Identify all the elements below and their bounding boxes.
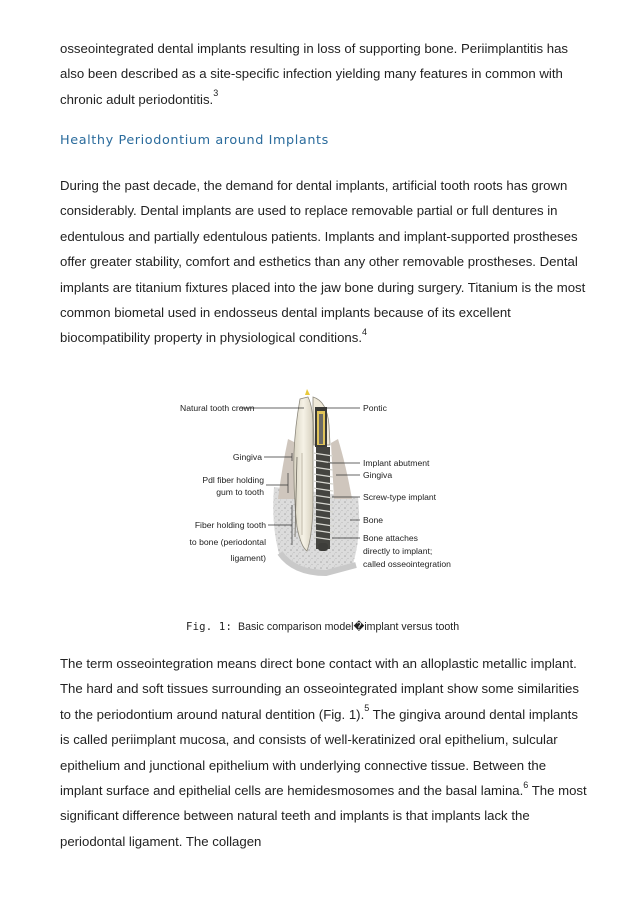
label-bone-attaches-line2: directly to implant; — [363, 546, 433, 556]
caption-text: Basic comparison model�implant versus tooth — [238, 621, 460, 633]
caption-label: Fig. 1: — [186, 621, 233, 633]
gingiva-left — [278, 439, 296, 499]
crown-tip — [305, 389, 310, 395]
label-bone: Bone — [363, 515, 384, 525]
label-pontic: Pontic — [363, 403, 387, 413]
citation-ref: 4 — [362, 327, 368, 338]
paragraph-text: The most significant difference between natural teeth and implants is that implants lack the periodontal ligament. The collagen — [60, 783, 587, 849]
paragraph-text: osseointegrated dental implants resulting in loss of supporting bone. Periimplantitis has also been described as a site-specific infection yielding many features in common with chronic adult periodontitis. — [60, 41, 569, 107]
label-fiber-line2: to bone (periodontal — [189, 537, 266, 547]
label-screw-type-implant: Screw-type implant — [363, 492, 437, 502]
label-bone-attaches-line1: Bone attaches — [363, 533, 418, 543]
label-fiber-line1: Fiber holding tooth — [194, 520, 266, 530]
citation-ref: 5 — [364, 703, 370, 714]
figure-caption — [186, 621, 459, 633]
label-pdl-line1: Pdl fiber holding — [202, 475, 264, 485]
paragraph-text: The gingiva around dental implants is called periimplant mucosa, and consists of well-keratinized oral epithelium, sulcular epithelium and junctional epithelium with underlying connective tissue. Between the implant surface and epithelial cells are hemidesmosomes and the basal lamina. — [60, 706, 578, 799]
paragraph-osseointegration — [60, 651, 590, 854]
label-implant-abutment: Implant abutment — [363, 458, 430, 468]
label-bone-attaches-line3: called osseointegration — [363, 559, 451, 569]
tooth-implant-figure — [176, 387, 462, 587]
section-heading: Healthy Periodontium around Implants — [60, 133, 329, 148]
paragraph-text: The term osseointegration means direct bone contact with an alloplastic metallic implant. The hard and soft tissues surrounding an osseointegrated implant show some similarities to the periodontium around natural dentition (Fig. 1). — [60, 656, 579, 722]
paragraph-implants — [60, 173, 590, 351]
label-fiber-line3: ligament) — [230, 553, 266, 563]
gingiva-right — [331, 439, 352, 499]
citation-ref: 3 — [213, 88, 219, 99]
paragraph-intro — [60, 36, 590, 112]
label-gingiva-left: Gingiva — [232, 452, 262, 462]
citation-ref: 6 — [523, 779, 529, 790]
label-pdl-line2: gum to tooth — [216, 487, 264, 497]
label-gingiva-right: Gingiva — [363, 470, 393, 480]
paragraph-text: During the past decade, the demand for dental implants, artificial tooth roots has grown considerably. Dental implants are used to replace removable partial or full dentures in edentulous and partially edentulous patients. Implants and implant-supported prostheses offer greater stability, comfort and esthetics than any other removable prostheses. Dental implants are titanium fixtures placed into the jaw bone during surgery. Titanium is the most common biometal used in endosseus dental implants because of its excellent biocompatibility property in physiological conditions. — [60, 178, 586, 346]
label-natural-tooth-crown: Natural tooth crown — [180, 403, 255, 413]
